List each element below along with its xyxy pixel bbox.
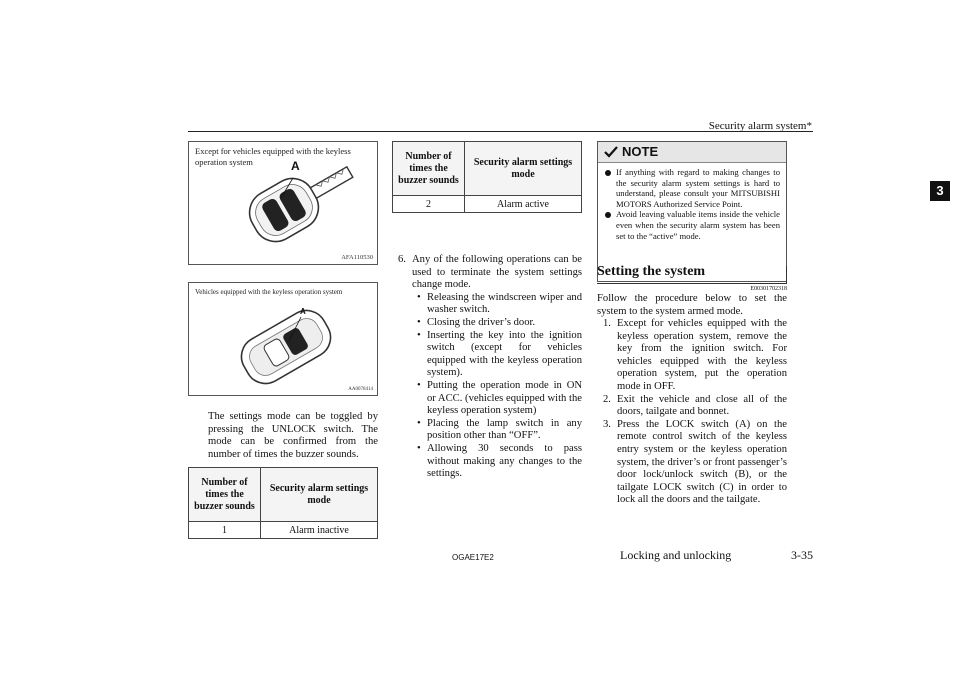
- setting-intro: Follow the procedure below to set the system to the system armed mode.: [597, 293, 787, 317]
- list-item: • Releasing the windscreen wiper and washer switch.: [414, 292, 582, 317]
- table-header-buzzer: Number of times the buzzer sounds: [393, 142, 465, 196]
- chapter-tab: 3: [930, 181, 950, 201]
- remote-key-illustration: [189, 142, 379, 266]
- section-title-tick: [786, 266, 787, 283]
- table-header-mode: Security alarm settings mode: [261, 468, 378, 522]
- figure-caption: Except for vehicles equipped with the keyless operation system: [195, 146, 351, 167]
- toggle-mode-paragraph: The settings mode can be toggled by pressing the UNLOCK switch. The mode can be confirmed from the number of times the buzzer sounds.: [208, 411, 378, 460]
- section-title-rule: [597, 283, 787, 284]
- terminate-operations-list: [414, 292, 582, 481]
- note-list: [598, 163, 786, 245]
- callout-a: A: [300, 307, 306, 316]
- note-item: Avoid leaving valuable items inside the vehicle even when the security alarm system has been set to the “active” mode.: [604, 209, 780, 241]
- buzzer-table-2: [392, 141, 582, 213]
- step-number: 6.: [398, 254, 406, 265]
- buzzer-table-1: [188, 467, 378, 539]
- section-title: Setting the system: [597, 264, 706, 279]
- list-item: 3. Press the LOCK switch (A) on the remote control switch of the keyless entry system or the keyless operation system, the driver’s or front passenger’s door lock/unlock switch (B), or the tailgate LOCK switch (C) in order to lock all the doors and the tailgate.: [603, 418, 787, 506]
- list-item: • Allowing 30 seconds to pass without making any changes to the settings.: [414, 443, 582, 481]
- bullet-icon: [605, 212, 611, 218]
- keyless-fob-illustration: [189, 283, 379, 397]
- list-item: 1. Except for vehicles equipped with the keyless operation system, remove the key from the ignition switch. For vehicles equipped with the keyless operation system, put the operation mode in OFF.: [603, 318, 787, 392]
- table-cell-mode: Alarm active: [465, 196, 582, 213]
- figure-code: AA0078414: [348, 387, 373, 392]
- bullet-icon: [605, 170, 611, 176]
- page-number: 3-35: [791, 548, 813, 562]
- check-icon: [604, 146, 618, 158]
- header-section-title: Security alarm system*: [708, 120, 812, 132]
- list-item: • Putting the operation mode in ON or ACC. (vehicles equipped with the keyless operation system): [414, 380, 582, 418]
- list-item: • Inserting the key into the ignition switch (except for vehicles equipped with the keyless operation system).: [414, 330, 582, 380]
- table-cell-count: 1: [189, 522, 261, 539]
- note-header: [598, 142, 786, 163]
- table-header-mode: Security alarm settings mode: [465, 142, 582, 196]
- doc-code: OGAE17E2: [452, 553, 494, 562]
- note-item: If anything with regard to making changes to the security alarm system settings is hard to understand, please consult your MITSUBISHI MOTORS Authorized Service Point.: [604, 167, 780, 209]
- list-item: • Placing the lamp switch in any position other than “OFF”.: [414, 418, 582, 443]
- figure-key-remote: [188, 141, 378, 265]
- figure-caption: Vehicles equipped with the keyless operation system: [195, 288, 343, 296]
- callout-a: A: [291, 159, 300, 173]
- table-cell-count: 2: [393, 196, 465, 213]
- list-item: 2. Exit the vehicle and close all of the doors, tailgate and bonnet.: [603, 393, 787, 418]
- step-6: [392, 254, 582, 481]
- chapter-name: Locking and unlocking: [620, 548, 732, 562]
- note-box: [597, 141, 787, 282]
- table-header-buzzer: Number of times the buzzer sounds: [189, 468, 261, 522]
- figure-keyless-remote: [188, 282, 378, 396]
- setting-steps: [597, 318, 787, 507]
- footer-chapter: [620, 548, 813, 563]
- note-label: NOTE: [622, 144, 659, 159]
- figure-code: AFA110530: [341, 254, 373, 261]
- step-text: Any of the following operations can be used to terminate the system settings change mode.: [412, 254, 582, 291]
- table-cell-mode: Alarm inactive: [261, 522, 378, 539]
- header-rule: [188, 131, 813, 132]
- section-code: E00301702318: [750, 286, 787, 292]
- list-item: • Closing the driver’s door.: [414, 317, 582, 330]
